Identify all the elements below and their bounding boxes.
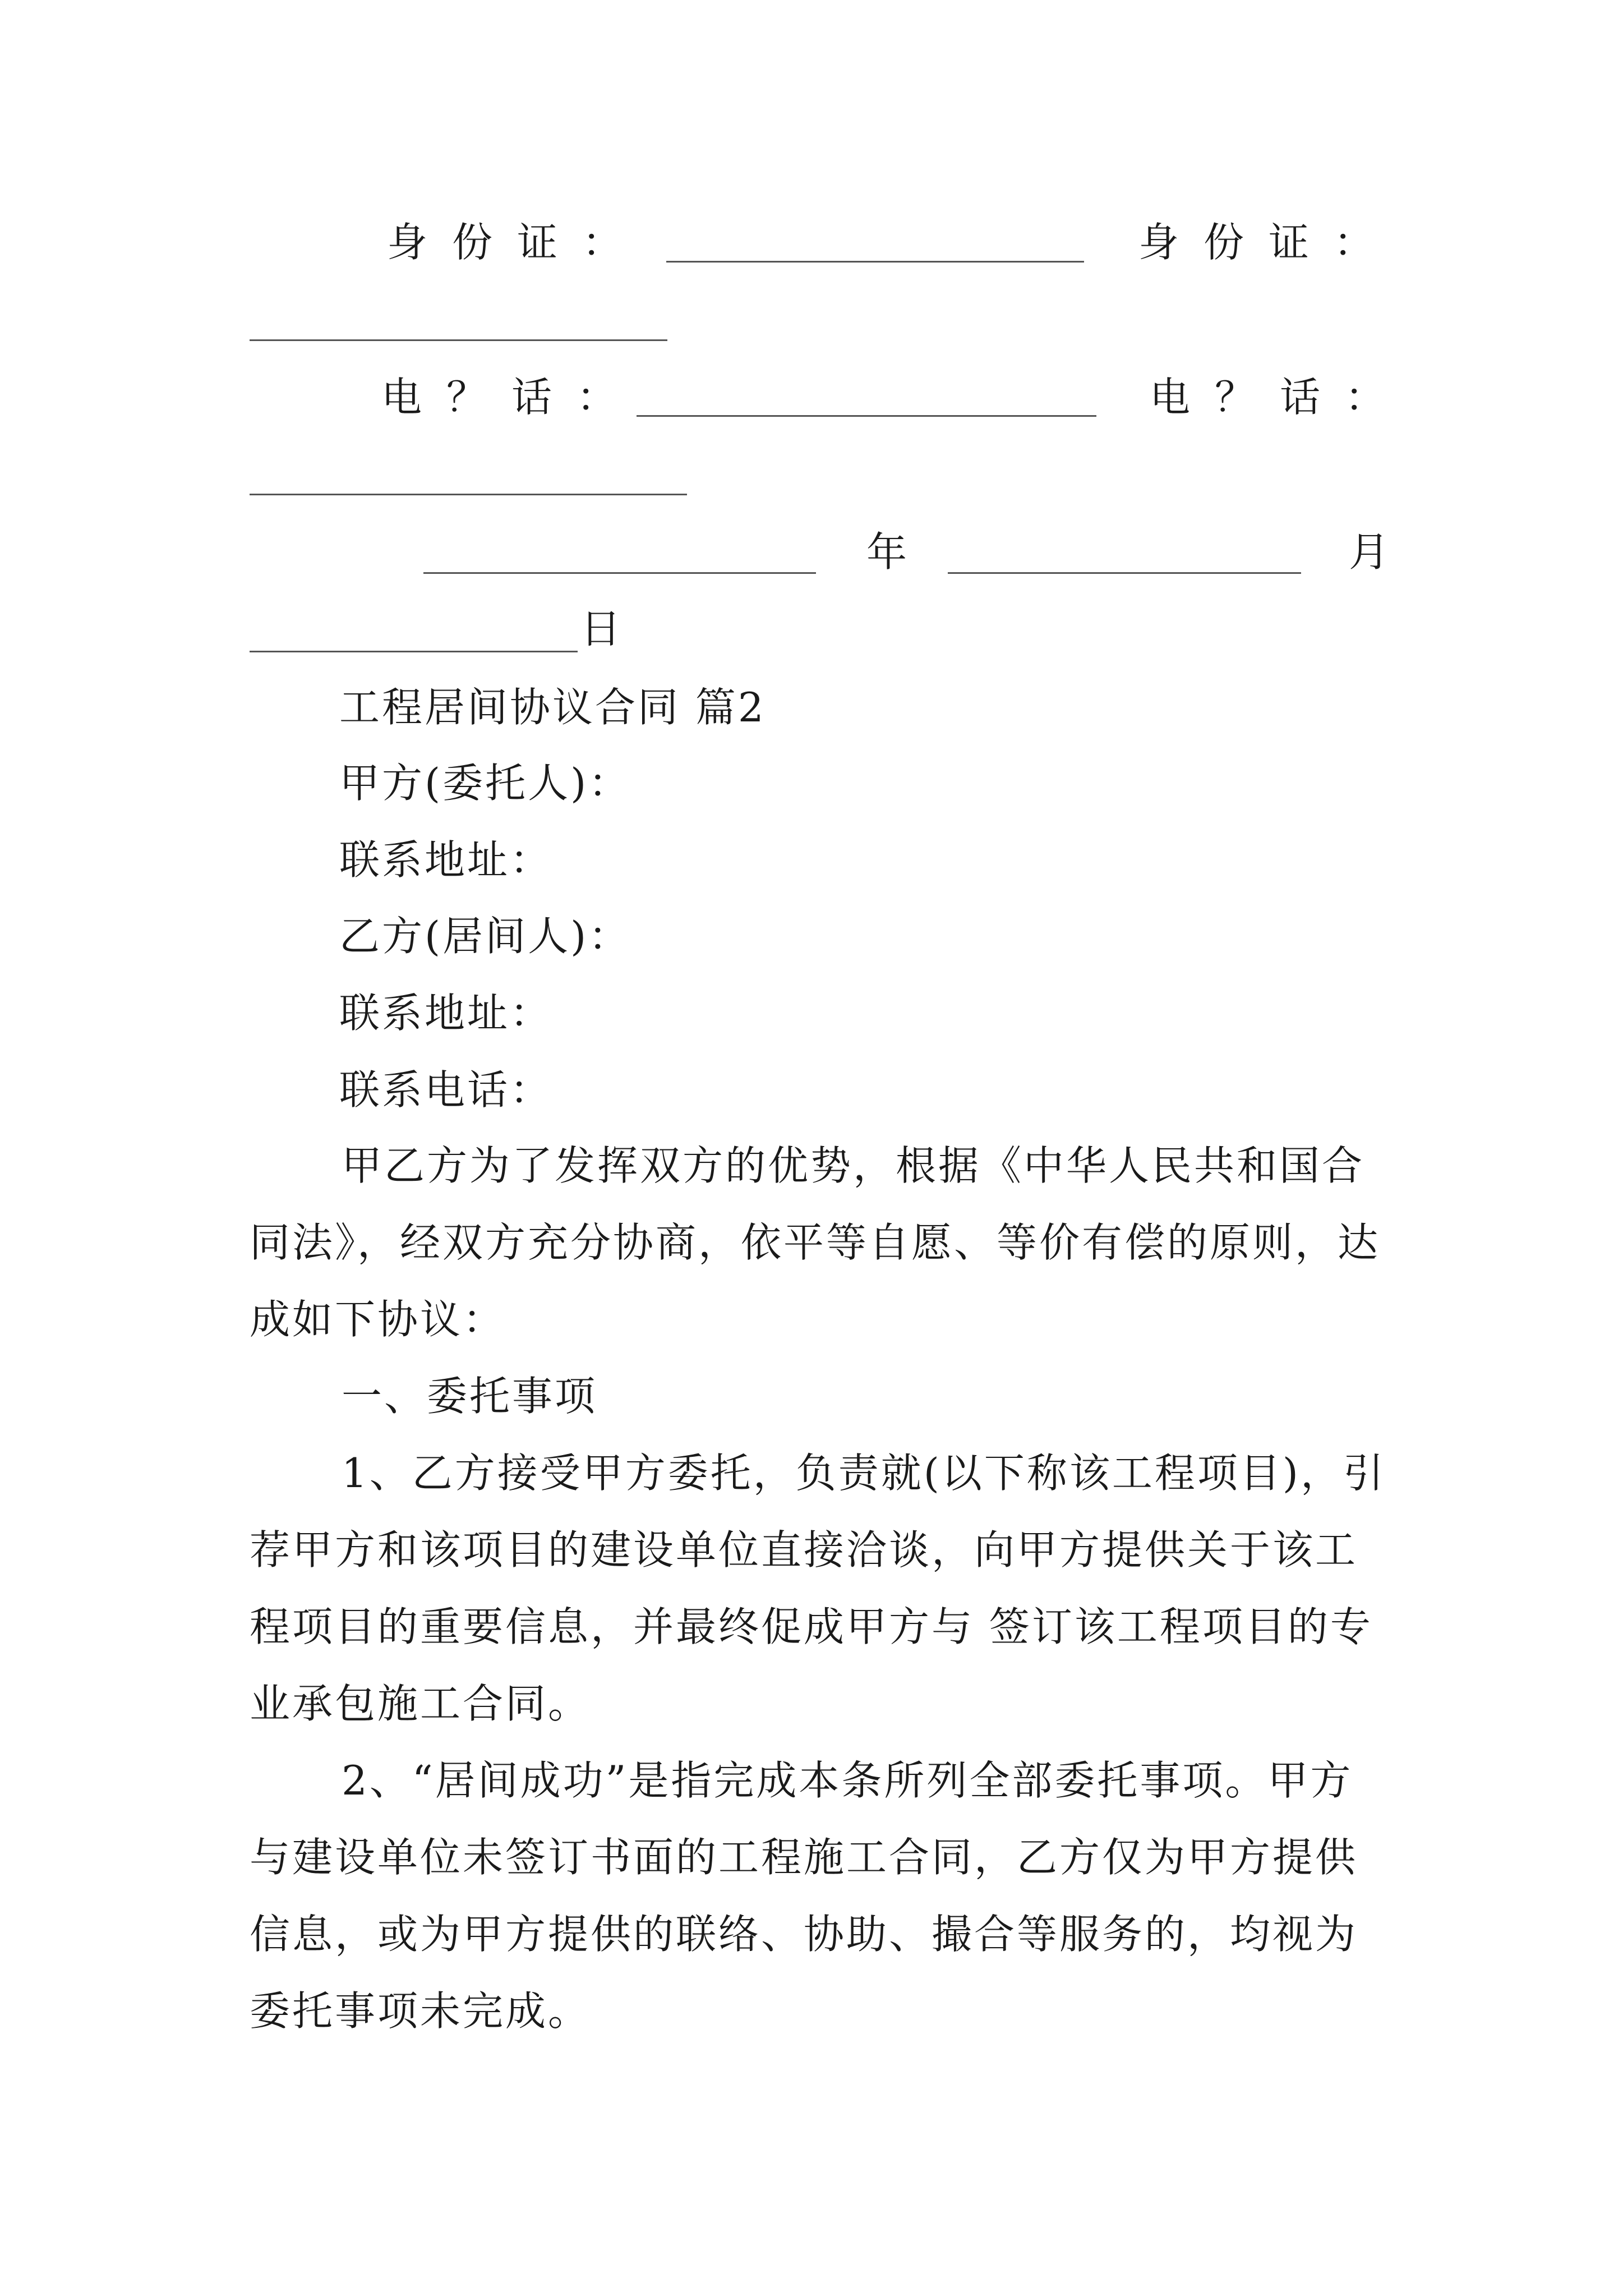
id-label-left: 身份证： bbox=[387, 219, 648, 266]
section-title: 工程居间协议合同 篇2 bbox=[339, 684, 766, 731]
party-b-phone-label: 联系电话： bbox=[339, 1066, 553, 1114]
party-b-address-label: 联系地址： bbox=[339, 990, 553, 1037]
clause-1-paragraph: 1、乙方接受甲方委托，负责就(以下称该工程项目)，引荐甲方和该项目的建设单位直接洽谈，向甲方提供关于该工程项目的重要信息，并最终促成甲方与 签订该工程项目的专业承包施工合同。 bbox=[250, 1450, 1386, 1727]
intro-paragraph: 甲乙方为了发挥双方的优势，根据《中华人民共和国合同法》，经双方充分协商，依平等自愿、等价有偿的原则，达成如下协议： bbox=[250, 1142, 1381, 1343]
month-blank bbox=[948, 572, 1301, 574]
month-label: 月 bbox=[1349, 528, 1390, 576]
clause-2-paragraph: 2、“居间成功”是指完成本条所列全部委托事项。甲方与建设单位未签订书面的工程施工合同，乙方仅为甲方提供信息，或为甲方提供的联络、协助、撮合等服务的，均视为委托事项未完成。 bbox=[250, 1757, 1358, 2035]
party-a-label: 甲方(委托人)： bbox=[339, 760, 631, 807]
party-b-label: 乙方(居间人)： bbox=[339, 913, 631, 960]
phone-blank-left bbox=[637, 415, 1096, 417]
phone-blank-right bbox=[250, 494, 687, 495]
party-a-address-label: 联系地址： bbox=[339, 836, 553, 884]
heading-entrusted-matters: 一、委托事项 bbox=[342, 1373, 598, 1420]
id-blank-left bbox=[666, 261, 1084, 263]
year-blank bbox=[423, 572, 816, 574]
phone-label-left: 电？话： bbox=[381, 374, 642, 421]
phone-label-right: 电？话： bbox=[1150, 374, 1410, 421]
id-blank-right bbox=[250, 339, 667, 341]
day-label: 日 bbox=[580, 605, 621, 652]
day-blank bbox=[250, 651, 578, 652]
id-label-right: 身份证： bbox=[1138, 219, 1399, 266]
year-label: 年 bbox=[866, 528, 907, 576]
